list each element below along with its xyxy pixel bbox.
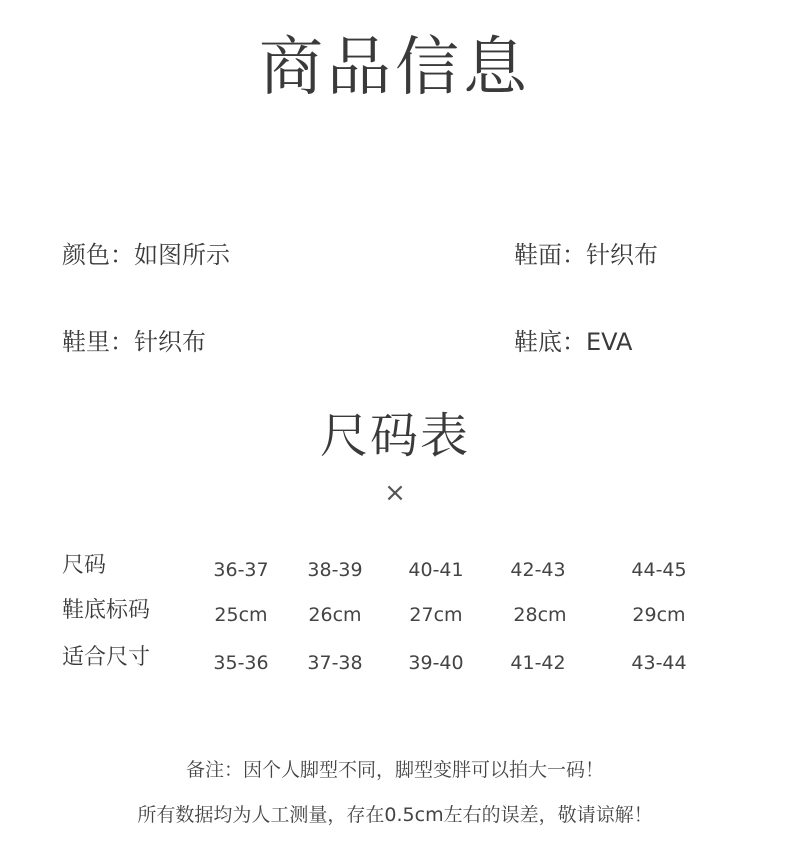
close-icon: ×: [384, 478, 406, 508]
row-label-size: 尺码: [62, 553, 107, 578]
info-color: 颜色：如图所示: [62, 241, 230, 269]
page-title: 商品信息: [259, 31, 531, 105]
info-upper: 鞋面：针织布: [514, 241, 658, 269]
row-label-sole-mark: 鞋底标码: [62, 598, 151, 623]
table-cell: 42-43: [510, 559, 566, 581]
note-line-1: 备注：因个人脚型不同，脚型变胖可以拍大一码！: [185, 759, 604, 781]
table-cell: 29cm: [632, 604, 686, 626]
table-cell: 38-39: [307, 559, 363, 581]
table-cell: 25cm: [214, 604, 268, 626]
info-sole: 鞋底：EVA: [514, 328, 633, 356]
row-label-fit-size: 适合尺寸: [62, 645, 151, 670]
table-cell: 44-45: [631, 559, 687, 581]
size-chart-title: 尺码表: [319, 408, 470, 464]
table-cell: 27cm: [409, 604, 463, 626]
table-cell: 28cm: [513, 604, 567, 626]
table-cell: 40-41: [408, 559, 464, 581]
note-line-2: 所有数据均为人工测量，存在0.5cm左右的误差，敬请谅解！: [137, 804, 653, 826]
info-lining: 鞋里：针织布: [62, 328, 206, 356]
table-cell: 41-42: [510, 652, 566, 674]
table-cell: 37-38: [307, 652, 363, 674]
table-cell: 39-40: [408, 652, 464, 674]
table-cell: 43-44: [631, 652, 687, 674]
table-cell: 26cm: [308, 604, 362, 626]
table-cell: 36-37: [213, 559, 269, 581]
table-cell: 35-36: [213, 652, 269, 674]
